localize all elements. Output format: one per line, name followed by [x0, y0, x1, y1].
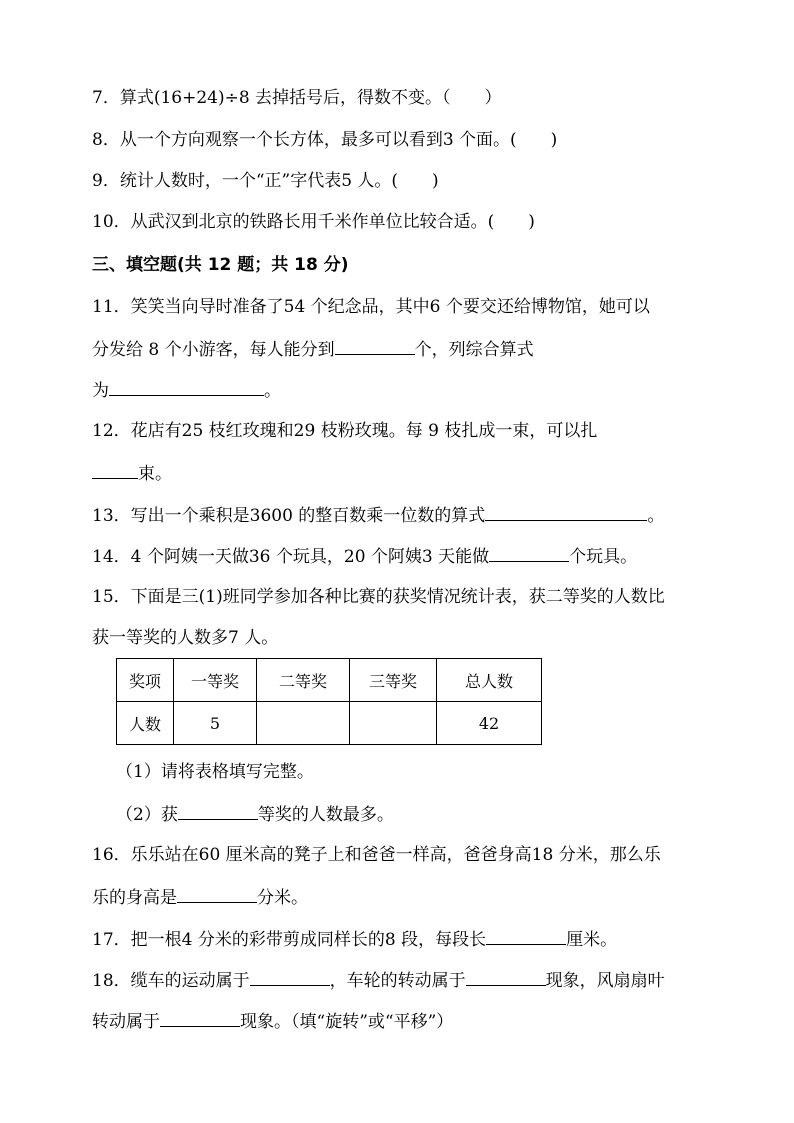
question-12-text-b: 束。: [138, 464, 172, 484]
answer-blank[interactable]: [177, 884, 257, 903]
question-11-line-1: 11．笑笑当向导时准备了54 个纪念品，其中6 个要交还给博物馆，她可以: [92, 297, 650, 317]
table-header-cell: 二等奖: [257, 659, 350, 702]
question-16-text-a: 乐的身高是: [92, 888, 177, 908]
question-14: [92, 543, 637, 569]
question-11-text-a: 分发给 8 个小游客，每人能分到: [92, 340, 335, 360]
table-header-cell: 总人数: [437, 659, 542, 702]
question-12-line-2: [92, 460, 172, 486]
question-12-line-1: 12．花店有25 枝红玫瑰和29 枝粉玫瑰。每 9 枝扎成一束，可以扎: [92, 421, 598, 441]
table-header-cell: 三等奖: [350, 659, 437, 702]
question-14-text-a: 14．4 个阿姨一天做36 个玩具，20 个阿姨3 天能做: [92, 547, 490, 567]
question-17-text-a: 17．把一根4 分米的彩带剪成同样长的8 段，每段长: [92, 930, 487, 950]
table-cell-label: 人数: [117, 702, 174, 745]
question-13-text-a: 13．写出一个乘积是3600 的整百数乘一位数的算式: [92, 506, 486, 526]
question-13: [92, 502, 664, 528]
question-9: 9．统计人数时，一个“正”字代表5 人。( ): [92, 171, 439, 191]
answer-blank[interactable]: [250, 967, 330, 986]
question-18-text-d: 转动属于: [92, 1012, 160, 1032]
answer-blank[interactable]: [466, 967, 546, 986]
question-8: 8．从一个方向观察一个长方体，最多可以看到3 个面。( ): [92, 130, 558, 150]
question-14-text-b: 个玩具。: [569, 547, 638, 567]
section-heading-fill-blank: 三、填空题(共 12 题；共 18 分): [92, 255, 349, 275]
answer-blank[interactable]: [109, 377, 264, 396]
question-15-line-1: 15．下面是三(1)班同学参加各种比赛的获奖情况统计表，获二等奖的人数比: [92, 587, 665, 607]
question-17: [92, 926, 617, 952]
question-18-line-1: [92, 967, 665, 993]
table-header-cell: 一等奖: [174, 659, 257, 702]
question-18-line-2: [92, 1008, 453, 1034]
question-16-line-2: [92, 884, 308, 910]
table-header-cell: 奖项: [117, 659, 174, 702]
question-18-text-a: 18．缆车的运动属于: [92, 971, 250, 991]
award-statistics-table: [116, 658, 542, 745]
question-18-text-e: 现象。（填“旋转”或“平移”）: [240, 1012, 454, 1032]
question-15-sub-1: （1）请将表格填写完整。: [116, 762, 314, 782]
question-15-line-2: 获一等奖的人数多7 人。: [92, 628, 279, 648]
answer-blank[interactable]: [486, 926, 566, 945]
question-10: 10．从武汉到北京的铁路长用千米作单位比较合适。( ): [92, 212, 535, 232]
question-16-line-1: 16．乐乐站在60 厘米高的凳子上和爸爸一样高，爸爸身高18 分米，那么乐: [92, 845, 661, 865]
table-cell-total: 42: [437, 702, 542, 745]
answer-blank[interactable]: [485, 502, 647, 521]
answer-blank[interactable]: [92, 460, 138, 479]
question-11-text-c: 为: [92, 381, 109, 401]
question-15-sub-2-text-a: （2）获: [116, 805, 178, 825]
table-cell-first-prize: 5: [174, 702, 257, 745]
answer-blank[interactable]: [178, 801, 258, 820]
answer-blank[interactable]: [335, 336, 415, 355]
answer-blank[interactable]: [489, 543, 569, 562]
question-11-text-b: 个，列综合算式: [414, 340, 534, 360]
answer-blank[interactable]: [160, 1008, 240, 1027]
question-18-text-b: ，车轮的转动属于: [329, 971, 466, 991]
question-18-text-c: 现象，风扇扇叶: [545, 971, 665, 991]
question-15-sub-2: [116, 801, 394, 827]
table-row: [117, 702, 542, 745]
table-cell-second-prize[interactable]: [257, 702, 350, 745]
question-16-text-b: 分米。: [257, 888, 308, 908]
question-11-line-3: [92, 377, 281, 403]
question-17-text-b: 厘米。: [566, 930, 618, 950]
question-15-sub-2-text-b: 等奖的人数最多。: [257, 805, 394, 825]
question-11-text-d: 。: [264, 381, 281, 401]
question-7: 7．算式(16+24)÷8 去掉括号后，得数不变。（ ）: [92, 88, 502, 108]
question-11-line-2: [92, 336, 534, 362]
question-13-text-b: 。: [647, 506, 665, 526]
table-header-row: [117, 659, 542, 702]
table-cell-third-prize[interactable]: [350, 702, 437, 745]
